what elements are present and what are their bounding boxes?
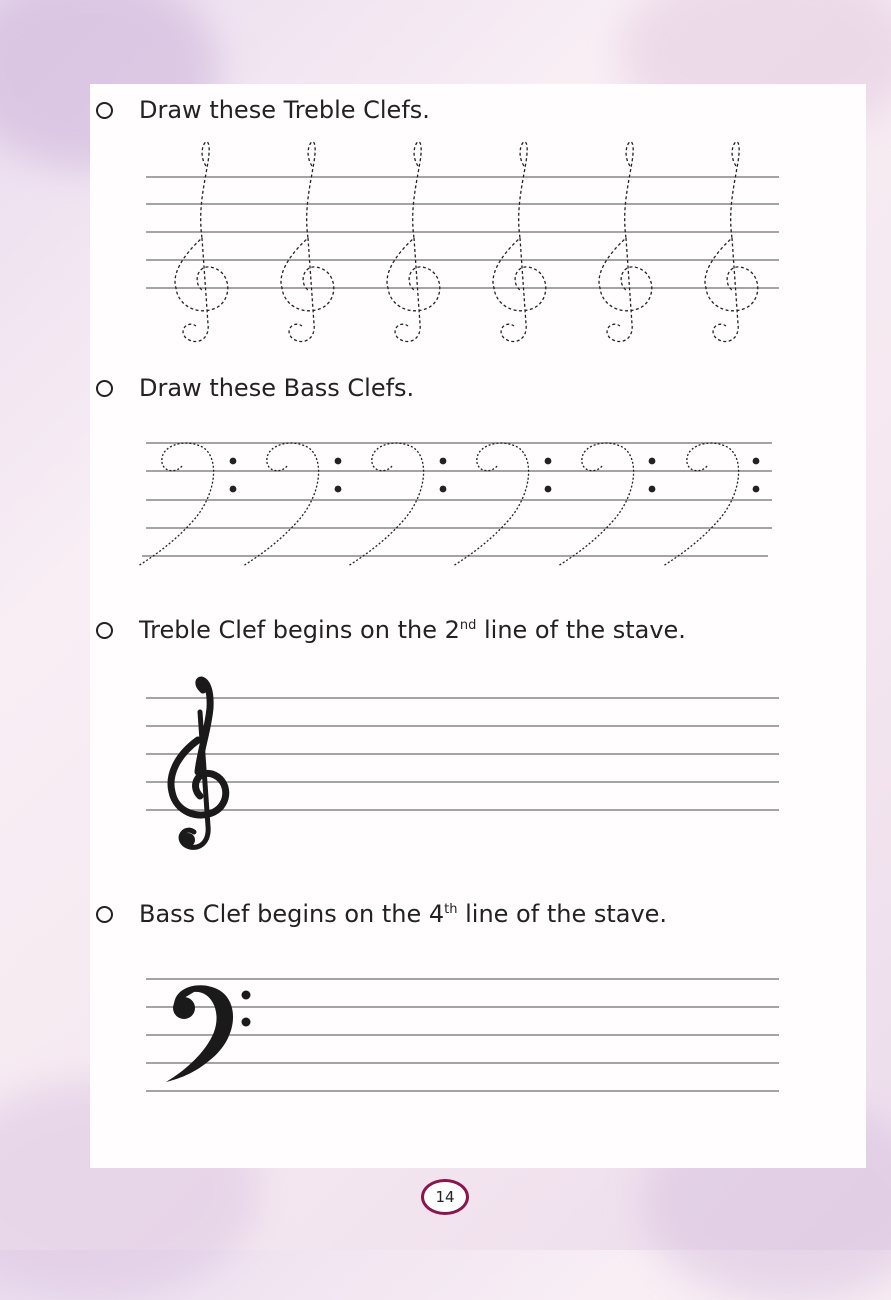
bass-clef-trace-icon <box>663 443 739 566</box>
stave-bass-example <box>146 979 779 1091</box>
ordinal-suffix: nd <box>459 618 477 633</box>
bass-clef-trace-icon <box>243 443 319 566</box>
treble-clef-trace-icon <box>705 142 758 342</box>
bass-clef-trace-icons <box>138 443 739 566</box>
bass-clef-trace-icon <box>138 443 214 566</box>
treble-clef-tail-dot <box>181 833 195 847</box>
stave-treble-example <box>146 698 779 810</box>
ordinal-suffix: th <box>444 902 458 917</box>
bass-clef-trace-icon <box>453 443 529 566</box>
instruction-text: Bass Clef begins on the 4th line of the stave. <box>139 900 668 928</box>
instruction-text: Draw these Treble Clefs. <box>139 96 430 124</box>
bass-clef-trace-dots <box>230 458 760 493</box>
bass-clef-icon <box>166 985 251 1082</box>
stave-treble-trace <box>146 177 779 288</box>
treble-clef-trace-icons <box>175 142 758 342</box>
treble-clef-trace-icon <box>599 142 652 342</box>
treble-clef-icon <box>171 680 226 847</box>
page-number: 14 <box>421 1179 469 1215</box>
treble-clef-trace-icon <box>387 142 440 342</box>
bass-clef-trace-icon <box>348 443 424 566</box>
treble-clef-trace-icon <box>281 142 334 342</box>
instruction-text: Draw these Bass Clefs. <box>139 374 415 402</box>
treble-clef-trace-icon <box>493 142 546 342</box>
bass-clef-trace-icon <box>558 443 634 566</box>
stave-bass-trace <box>142 443 772 556</box>
instruction-text: Treble Clef begins on the 2nd line of the stave. <box>139 616 686 644</box>
treble-clef-trace-icon <box>175 142 228 342</box>
